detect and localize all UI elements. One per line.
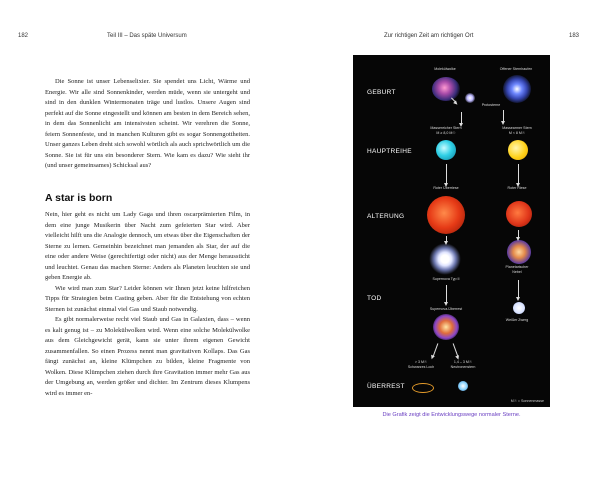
stage-aging: ALTERUNG	[367, 213, 405, 220]
intro-block	[45, 77, 250, 172]
label-supernova: Supernova Typ II	[432, 277, 460, 281]
label-neutron-star: 1,4 – 3 M☉ Neutronenstern	[450, 360, 476, 369]
red-giant-image	[506, 201, 532, 227]
label-red-supergiant: Roter Überriese	[433, 186, 459, 190]
stellar-evolution-figure	[353, 55, 550, 407]
right-page-number: 183	[569, 33, 580, 39]
label-supernova-remnant: Supernova-Überrest	[429, 307, 463, 311]
arrow-nebula-to-white-dwarf	[518, 280, 519, 298]
left-page-number: 182	[18, 33, 29, 39]
label-low-mass-star: Massearmer Stern M < 8 M☉	[502, 126, 532, 135]
figure-caption: Die Grafik zeigt die Entwicklungswege normaler Sterne.	[382, 412, 521, 418]
neutron-star-image	[458, 381, 468, 391]
molecular-cloud-image	[432, 77, 460, 101]
red-supergiant-image	[427, 196, 465, 234]
yellow-star	[508, 140, 528, 160]
label-open-cluster: Offener Sternhaufen	[499, 67, 533, 71]
paragraph-3: Es gibt normalerweise recht viel Staub und Gas in Galaxien, dass – wenn es kalt genug ist – zu Molekülwolken wird. Wenn eine solche Molekülwolke aus dem Gleichgewicht gerät, kann sie unter ihrem eigenen Gewicht zusammenfallen. So einen Prozess nennt man gravitativen Kollaps. Das Gas fängt zunächst an, kleine Klümpchen zu bilden, kleine Fragmente von Wolken. Diese Klümpchen ziehen durch ihre Gravitation immer mehr Gas aus der Umgebung an, werden größer und dichter. Im Zentrum dieses Klumpens wird es immer en-	[45, 316, 250, 397]
arrow-blue-to-supergiant	[446, 164, 447, 184]
arrow-supernova-to-remnant	[446, 285, 447, 303]
label-protostar: Protosterne	[481, 103, 501, 107]
label-black-hole: > 3 M☉ Schwarzes Loch	[407, 360, 435, 369]
left-running-title: Teil III – Das späte Universum	[107, 33, 187, 39]
open-cluster-image	[503, 75, 531, 103]
arrow-remnant-to-neutron	[453, 343, 459, 356]
stage-birth: GEBURT	[367, 89, 396, 96]
arrow-protostar-to-massive	[461, 112, 462, 124]
arrow-protostar-to-lowmass	[503, 110, 504, 122]
arrow-supergiant-to-supernova	[446, 236, 447, 242]
label-massive-star: Massereicher Stern M ≥ 8,0 M☉	[430, 126, 462, 135]
intro-paragraph: Die Sonne ist unser Lebenselixier. Sie spendet uns Licht, Wärme und Energie. Wir alle sind Sonnenkinder, werden müde, wenn sie untergeht und sind in den dunklen Wintermonaten träge und lustlos. Unsere Augen sind perfekt auf die Sonne eingestellt und können am besten in dem Bereich sehen, in dem das Sonnenlicht am intensivsten scheint. Wir verehren die Sonne, feiern Sonnenfeste, und in manchen Kulturen gibt es sogar Sonnengottheiten. Unser ganzes Leben dreht sich sowohl wörtlich als auch sprichwörtlich um die Sonne. Sie ist für uns ein besonderer Stern. Wie kam es dazu? Wie sieht ihr (und unser gemeinsames) Schicksal aus?	[45, 78, 250, 169]
supernova-remnant-image	[433, 314, 459, 340]
section-body	[45, 210, 250, 399]
label-planetary-nebula: Planetarischer Nebel	[505, 265, 529, 274]
stage-remnant: ÜBERREST	[367, 383, 405, 390]
arrow-remnant-to-blackhole	[433, 343, 439, 356]
blue-star	[436, 140, 456, 160]
stage-main-sequence: HAUPTREIHE	[367, 148, 412, 155]
arrow-yellow-to-giant	[518, 164, 519, 184]
arrow-giant-to-nebula	[518, 230, 519, 238]
paragraph-1: Nein, hier geht es nicht um Lady Gaga und ihren oscarprämierten Film, in dem eine junge Musikerin über Nacht zum gefeierten Star wird. Aber vielleicht hilft uns die Analogie dennoch, um etwas über die Eigenschaften der Sterne zu lernen. Gemeinhin bezeichnet man jemanden als Star, der auf die eine oder andere Weise (gerechtfertigt oder nicht) aus der Menge heraussticht und leuchtet. Genau das machen Sterne: Anders als Planeten leuchten sie und geben Energie ab.	[45, 211, 250, 281]
black-hole-image	[412, 383, 434, 393]
paragraph-2: Wie wird man zum Star? Leider können wir Ihnen jetzt keine hilfreichen Tipps für Strategien beim Casting geben. Aber für die Entstehung von echten Sternen ist zunächst einmal viel Gas und Staub notwendig.	[45, 284, 250, 313]
white-dwarf-image	[513, 302, 525, 314]
planetary-nebula-image	[507, 240, 531, 264]
label-white-dwarf: Weißer Zwerg	[505, 318, 529, 322]
stage-death: TOD	[367, 295, 382, 302]
label-red-giant: Roter Riese	[507, 186, 527, 190]
section-heading: A star is born	[45, 192, 113, 204]
right-running-title: Zur richtigen Zeit am richtigen Ort	[384, 33, 474, 39]
solar-mass-legend: M☉ = Sonnenmasse	[510, 399, 544, 403]
label-molecular-cloud: Molekülwolke	[434, 67, 456, 71]
supernova-image	[429, 243, 461, 275]
protostar-image	[465, 93, 475, 103]
